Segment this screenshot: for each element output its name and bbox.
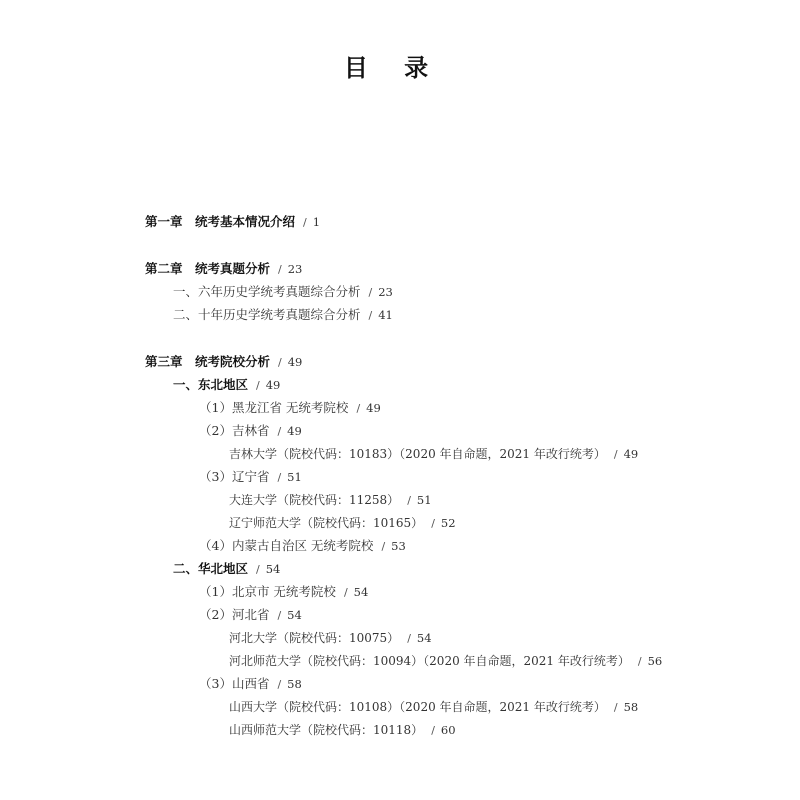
toc-separator: / (613, 448, 618, 461)
toc-separator: / (613, 701, 618, 714)
toc-page-number: 49 (287, 424, 302, 438)
toc-separator: / (381, 540, 386, 553)
toc-page-number: 51 (287, 470, 302, 484)
toc-separator: / (431, 724, 435, 737)
toc-separator: / (277, 471, 282, 484)
toc-entry[interactable] (145, 559, 760, 582)
toc-entry[interactable] (145, 697, 760, 720)
toc-entry[interactable] (145, 651, 760, 674)
toc-separator: / (303, 216, 307, 229)
toc-page-number: 54 (353, 585, 369, 599)
toc-separator: / (356, 402, 361, 415)
toc-entry[interactable] (145, 536, 760, 559)
toc-entry[interactable] (145, 674, 760, 697)
toc-entry[interactable] (145, 282, 760, 305)
toc-entry-label: （1）北京市 无统考院校 (199, 584, 336, 599)
toc-separator: / (256, 563, 260, 576)
toc-entry-label: 山西大学（院校代码：10108）（2020 年自命题，2021 年改行统考） (229, 700, 606, 714)
toc-separator: / (278, 356, 282, 369)
toc-entry-label: 大连大学（院校代码：11258） (229, 493, 400, 507)
toc-entry-label: 河北师范大学（院校代码：10094）（2020 年自命题，2021 年改行统考） (229, 654, 630, 668)
toc-entry-label: （3）辽宁省 (199, 469, 270, 484)
toc-entry-label: 二、十年历史学统考真题综合分析 (173, 307, 361, 322)
toc-page-number: 51 (416, 493, 432, 507)
toc-entry-label: （4）内蒙古自治区 无统考院校 (199, 538, 374, 553)
toc-page-number: 49 (287, 355, 303, 369)
toc-page-number: 56 (647, 654, 663, 668)
toc-page-number: 60 (440, 723, 456, 737)
toc-page-number: 52 (440, 516, 456, 530)
toc-entry[interactable] (145, 582, 760, 605)
toc-entry[interactable] (145, 628, 760, 651)
toc-page-number: 53 (391, 539, 406, 553)
toc-separator: / (368, 309, 373, 322)
toc-entry[interactable] (145, 421, 760, 444)
toc-chapter-entry[interactable] (145, 352, 760, 375)
toc-entry-label: 第三章 统考院校分析 (145, 354, 271, 369)
toc-page-number: 54 (416, 631, 432, 645)
toc-separator: / (407, 632, 411, 645)
toc-entry-label: 河北大学（院校代码：10075） (229, 631, 400, 645)
toc-page-number: 54 (265, 562, 281, 576)
toc-page-number: 58 (287, 677, 302, 691)
toc-separator: / (407, 494, 411, 507)
toc-entry[interactable] (145, 720, 760, 743)
toc-page-number: 54 (287, 608, 302, 622)
toc-entry-label: 第一章 统考基本情况介绍 (145, 214, 296, 229)
toc-entry[interactable] (145, 513, 760, 536)
toc-entry-label: 辽宁师范大学（院校代码：10165） (229, 516, 424, 530)
toc-entry-label: 吉林大学（院校代码：10183）（2020 年自命题，2021 年改行统考） (229, 447, 606, 461)
toc-page-number: 23 (378, 285, 393, 299)
toc-separator: / (277, 678, 282, 691)
toc-separator: / (277, 609, 282, 622)
toc-page-number: 41 (378, 308, 393, 322)
toc-separator: / (256, 379, 260, 392)
toc-entry-label: 一、东北地区 (173, 377, 249, 392)
toc-entry[interactable] (145, 375, 760, 398)
toc-entry-label: 一、六年历史学统考真题综合分析 (173, 284, 361, 299)
toc-separator: / (343, 586, 348, 599)
toc-page-number: 58 (623, 700, 639, 714)
toc-entry-label: （2）吉林省 (199, 423, 270, 438)
toc-separator: / (277, 425, 282, 438)
toc-page-number: 49 (623, 447, 639, 461)
toc-entry-label: 第二章 统考真题分析 (145, 261, 271, 276)
toc-separator: / (278, 263, 282, 276)
toc-entry[interactable] (145, 490, 760, 513)
toc-entry-label: （3）山西省 (199, 676, 270, 691)
toc-separator: / (368, 286, 373, 299)
toc-entry[interactable] (145, 605, 760, 628)
toc-separator: / (431, 517, 435, 530)
toc-entry-label: （2）河北省 (199, 607, 270, 622)
toc-page-number: 1 (312, 215, 321, 229)
toc-page-number: 49 (366, 401, 381, 415)
toc-entry[interactable] (145, 444, 760, 467)
toc-entry-label: 山西师范大学（院校代码：10118） (229, 723, 424, 737)
toc-chapter-entry[interactable] (145, 259, 760, 282)
toc-entry[interactable] (145, 305, 760, 328)
toc-separator: / (637, 655, 642, 668)
toc-entry-label: （1）黑龙江省 无统考院校 (199, 400, 349, 415)
toc-entry[interactable] (145, 398, 760, 421)
page-title: 目 录 (343, 53, 443, 82)
table-of-contents (145, 212, 760, 743)
toc-entry-label: 二、华北地区 (173, 561, 249, 576)
toc-chapter-entry[interactable] (145, 212, 760, 235)
toc-entry[interactable] (145, 467, 760, 490)
toc-page-number: 23 (287, 262, 303, 276)
toc-page-number: 49 (265, 378, 281, 392)
